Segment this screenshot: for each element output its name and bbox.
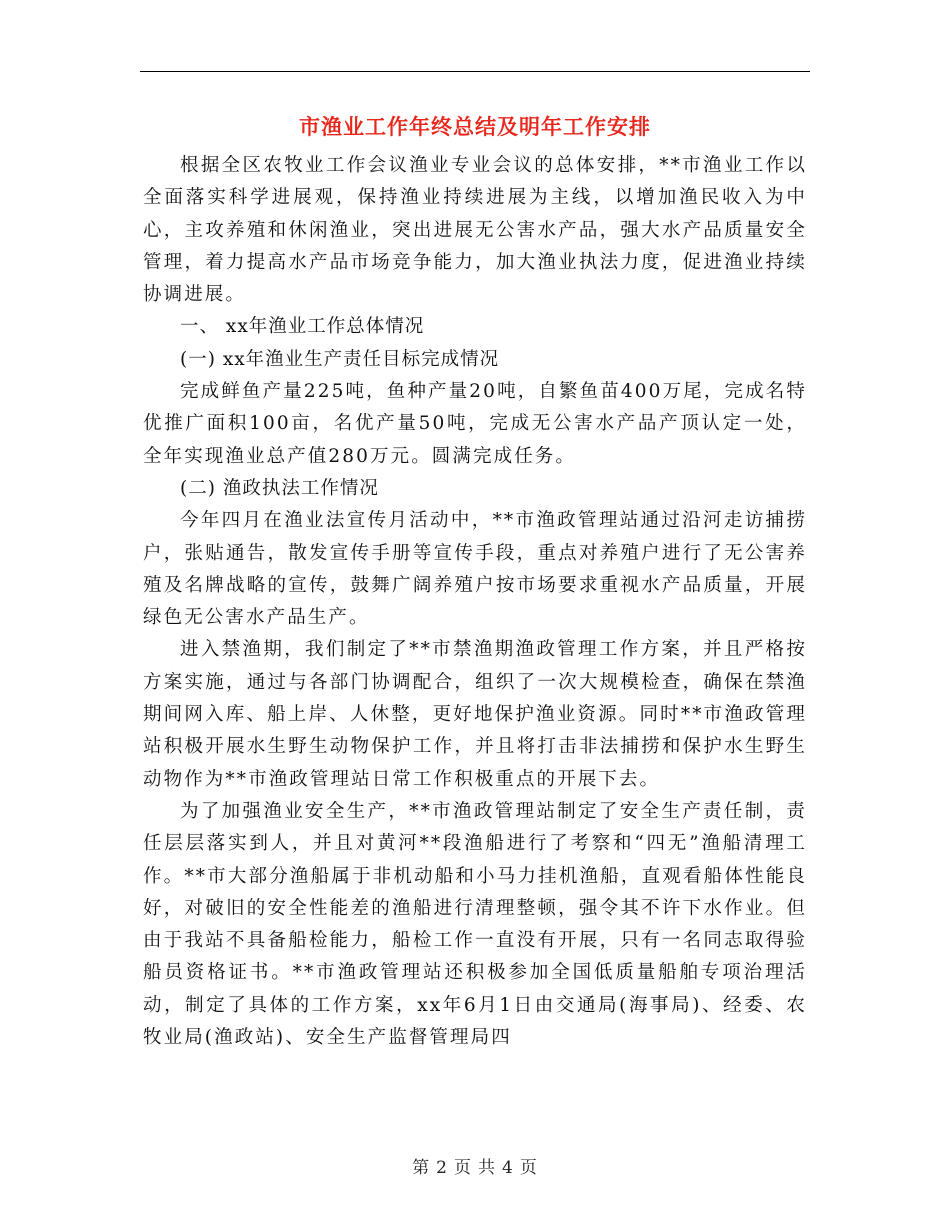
footer-page-unit: 页 [454, 1158, 472, 1178]
subsection-heading-targets: (一) xx年渔业生产责任目标完成情况 [180, 348, 500, 370]
footer-total-pages: 4 [502, 1158, 514, 1178]
paragraph-safety: 为了加强渔业安全生产，**市渔政管理站制定了安全生产责任制，责任层层落实到人，并且对黄河**段渔船进行了考察和“四无”渔船清理工作。**市大部分渔船属于非机动船和小马力挂机渔船，直观看船体性能良好，对破旧的安全性能差的渔船进行清理整顿，强令其不许下水作业。但由于我站不具备船检能力，船检工作一直没有开展，只有一名同志取得验船员资格证书。**市渔政管理站还积极参加全国低质量船舶专项治理活动，制定了具体的工作方案，xx年6月1日由交通局(海事局)、经委、农牧业局(渔政站)、安全生产监督管理局四 [143, 800, 807, 1049]
footer-page-label: 第 [412, 1158, 431, 1178]
document-title: 市渔业工作年终总结及明年工作安排 [299, 115, 651, 139]
paragraph-targets: 完成鲜鱼产量225吨，鱼种产量20吨，自繁鱼苗400万尾，完成名特优推广面积100亩，名优产量50吨，完成无公害水产品产顶认定一处，全年实现渔业总产值280万元。圆满完成任务。 [143, 381, 807, 467]
page-footer [0, 1153, 950, 1178]
footer-total-unit: 页 [519, 1158, 538, 1178]
paragraph-publicity: 今年四月在渔业法宣传月活动中，**市渔政管理站通过沿河走访捕捞户，张贴通告，散发宣传手册等宣传手段，重点对养殖户进行了无公害养殖及名牌战略的宣传，鼓舞广阔养殖户按市场要求重视水产品质量，开展绿色无公害水产品生产。 [143, 510, 807, 629]
paragraph-intro: 根据全区农牧业工作会议渔业专业会议的总体安排，**市渔业工作以全面落实科学进展观，保持渔业持续进展为主线，以增加渔民收入为中心，主攻养殖和休闲渔业，突出进展无公害水产品，强大水产品质量安全管理，着力提高水产品市场竞争能力，加大渔业执法力度，促进渔业持续协调进展。 [143, 155, 807, 306]
footer-page-number: 2 [436, 1158, 448, 1178]
footer-total-label: 共 [478, 1158, 496, 1178]
subsection-heading-enforcement: (二) 渔政执法工作情况 [180, 477, 379, 499]
header-rule [140, 71, 810, 72]
paragraph-closed-season: 进入禁渔期，我们制定了**市禁渔期渔政管理工作方案，并且严格按方案实施，通过与各部门协调配合，组织了一次大规模检查，确保在禁渔期间网入库、船上岸、人休整，更好地保护渔业资源。同时**市渔政管理站积极开展水生野生动物保护工作，并且将打击非法捕捞和保护水生野生动物作为**市渔政管理站日常工作积极重点的开展下去。 [143, 639, 807, 790]
section-heading-overall: 一、 xx年渔业工作总体情况 [180, 316, 425, 338]
document-body [143, 150, 807, 1054]
